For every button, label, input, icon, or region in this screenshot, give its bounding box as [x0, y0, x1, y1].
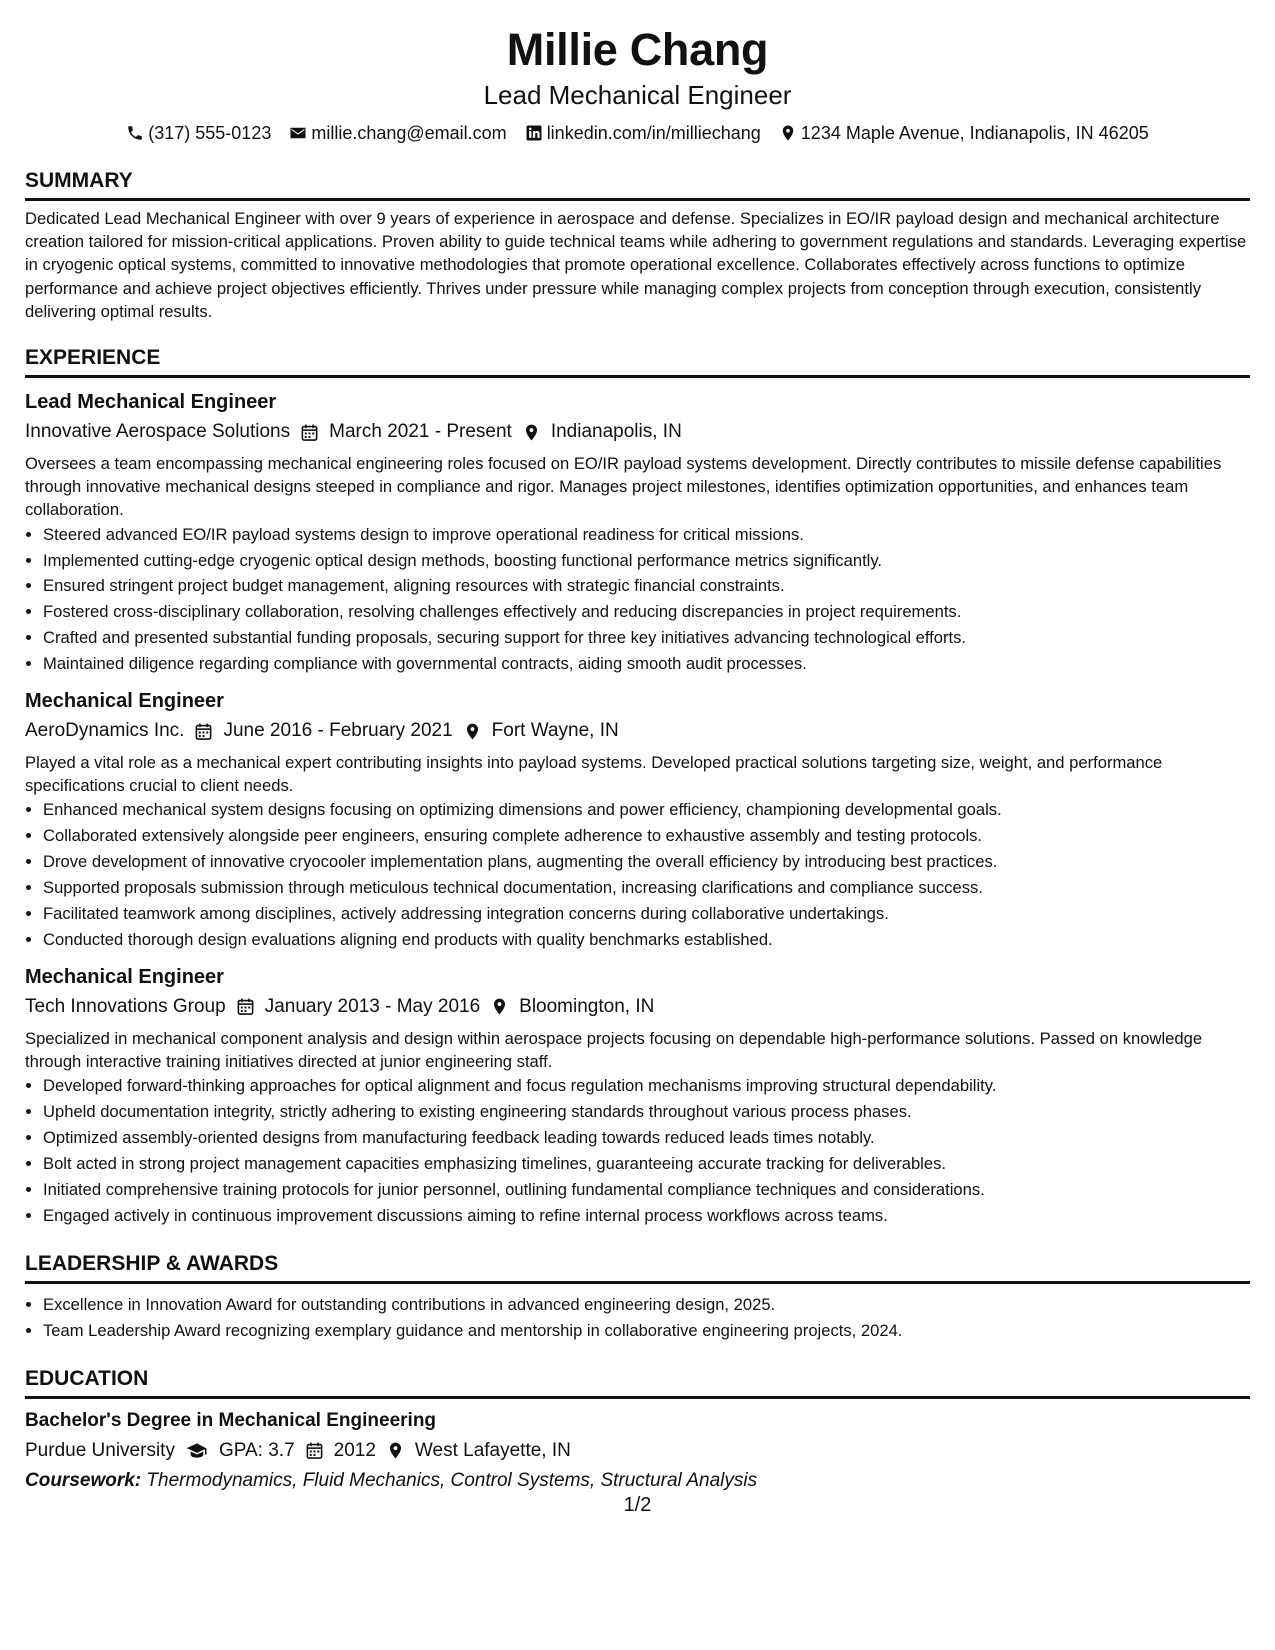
section-heading-experience: EXPERIENCE [25, 345, 1250, 378]
list-item: • Engaged actively in continuous improvement discussions aiming to refine internal process workflows across teams. [43, 1203, 1250, 1229]
email-link[interactable]: millie.chang@email.com [311, 123, 507, 143]
job-bullets [25, 797, 1250, 952]
location-icon [490, 997, 509, 1016]
summary-text: Dedicated Lead Mechanical Engineer with over 9 years of experience in aerospace and defense. Specializes in EO/IR payload design and mechanical architecture creation tailored for mission-critical applications. Proven ability to guide technical teams while adhering to government regulations and standards. Leveraging expertise in cryogenic optical systems, committed to innovative methodologies that promote operational excellence. Collaborates effectively across functions to optimize performance and achieve project objectives efficiently. Thrives under pressure while managing complex projects from conception through execution, consistently delivering optimal results. [25, 209, 1247, 321]
list-item: • Crafted and presented substantial funding proposals, securing support for three key initiatives advancing technological efforts. [43, 625, 1250, 651]
experience-section [25, 345, 1250, 1229]
education-section [25, 1366, 1250, 1495]
contact-phone [126, 120, 271, 146]
job-dates: January 2013 - May 2016 [264, 995, 481, 1017]
list-item: • Conducted thorough design evaluations aligning end products with quality benchmarks established. [43, 927, 1250, 953]
leadership-section [25, 1251, 1250, 1344]
resume-header [25, 22, 1250, 146]
list-item: • Team Leadership Award recognizing exemplary guidance and mentorship in collaborative engineering projects, 2024. [43, 1318, 1250, 1344]
section-heading-education: EDUCATION [25, 1366, 1250, 1399]
location-icon [522, 423, 541, 442]
gpa-text: GPA: 3.7 [218, 1439, 295, 1461]
job-entry [25, 963, 1250, 1229]
list-item: • Drove development of innovative cryocooler implementation plans, augmenting the overall efficiency by introducing best practices. [43, 849, 1250, 875]
candidate-name: Millie Chang [506, 24, 769, 75]
job-entry [25, 687, 1250, 953]
contact-bar [25, 120, 1250, 146]
job-dates: March 2021 - Present [329, 421, 512, 443]
calendar-icon [300, 423, 319, 442]
job-meta [25, 993, 1250, 1021]
coursework-label: Coursework: [25, 1469, 142, 1491]
degree-title: Bachelor's Degree in Mechanical Engineering [25, 1409, 437, 1431]
list-item: • Enhanced mechanical system designs focusing on optimizing dimensions and power efficiency, championing developmental goals. [43, 797, 1250, 823]
list-item: • Upheld documentation integrity, strictly adhering to existing engineering standards throughout various process phases. [43, 1099, 1250, 1125]
list-item: • Implemented cutting-edge cryogenic optical design methods, boosting functional performance metrics significantly. [43, 548, 1250, 574]
address-text: 1234 Maple Avenue, Indianapolis, IN 46205 [800, 123, 1149, 143]
graduation-cap-icon [185, 1441, 209, 1460]
phone-text[interactable]: (317) 555-0123 [148, 123, 272, 143]
job-bullets [25, 1073, 1250, 1228]
list-item: • Excellence in Innovation Award for outstanding contributions in advanced engineering design, 2025. [43, 1292, 1250, 1318]
job-meta [25, 418, 1250, 446]
school-name: Purdue University [25, 1439, 175, 1461]
location-icon [386, 1441, 405, 1460]
list-item: • Bolt acted in strong project management capacities emphasizing timelines, guaranteeing accurate tracking for deliverables. [43, 1151, 1250, 1177]
location-icon [463, 722, 482, 741]
list-item: • Maintained diligence regarding compliance with governmental contracts, aiding smooth audit processes. [43, 651, 1250, 677]
coursework-line [25, 1467, 1250, 1495]
list-item: • Steered advanced EO/IR payload systems design to improve operational readiness for critical missions. [43, 522, 1250, 548]
job-location: Bloomington, IN [519, 995, 655, 1017]
job-location: Fort Wayne, IN [491, 720, 619, 742]
awards-list [25, 1292, 1250, 1344]
education-meta [25, 1437, 1250, 1465]
company-name: Innovative Aerospace Solutions [25, 421, 291, 443]
contact-linkedin [525, 120, 761, 146]
email-icon [289, 124, 307, 142]
list-item: • Facilitated teamwork among disciplines, actively addressing integration concerns during collaborative undertakings. [43, 901, 1250, 927]
section-heading-leadership: LEADERSHIP & AWARDS [25, 1251, 1250, 1284]
calendar-icon [236, 997, 255, 1016]
job-description: Played a vital role as a mechanical expert contributing insights into payload systems. Developed practical solutions targeting size, weight, and performance specifications crucial to client needs. [25, 753, 1163, 796]
school-location: West Lafayette, IN [414, 1439, 571, 1461]
coursework-list: Thermodynamics, Fluid Mechanics, Control Systems, Structural Analysis [146, 1469, 758, 1491]
list-item: • Collaborated extensively alongside peer engineers, ensuring complete adherence to exhaustive assembly and testing protocols. [43, 823, 1250, 849]
company-name: AeroDynamics Inc. [25, 720, 185, 742]
graduation-year: 2012 [333, 1439, 376, 1461]
list-item: • Optimized assembly-oriented designs from manufacturing feedback leading towards reduced leads times notably. [43, 1125, 1250, 1151]
job-bullets [25, 522, 1250, 677]
linkedin-link[interactable]: linkedin.com/in/milliechang [546, 123, 761, 143]
linkedin-icon [525, 124, 543, 142]
job-meta [25, 717, 1250, 745]
list-item: • Ensured stringent project budget management, aligning resources with strategic financial constraints. [43, 573, 1250, 599]
job-dates: June 2016 - February 2021 [223, 720, 453, 742]
job-location: Indianapolis, IN [550, 421, 682, 443]
list-item: • Fostered cross-disciplinary collaboration, resolving challenges effectively and reducing discrepancies in project requirements. [43, 599, 1250, 625]
contact-email [289, 120, 506, 146]
job-title: Mechanical Engineer [25, 965, 224, 988]
job-description: Oversees a team encompassing mechanical engineering roles focused on EO/IR payload systems development. Directly contributes to missile defense capabilities through innovative mechanical designs steeped in compliance and rigor. Manages project milestones, identifies optimization opportunities, and enhances team collaboration. [25, 454, 1222, 520]
list-item: • Initiated comprehensive training protocols for junior personnel, outlining fundamental compliance techniques and considerations. [43, 1177, 1250, 1203]
job-entry [25, 388, 1250, 677]
summary-section [25, 168, 1250, 323]
section-heading-summary: SUMMARY [25, 168, 1250, 201]
candidate-title: Lead Mechanical Engineer [483, 80, 792, 110]
calendar-icon [194, 722, 213, 741]
job-description: Specialized in mechanical component analysis and design within aerospace projects focusing on dependable high-performance solutions. Passed on knowledge through interactive training initiatives directed at junior engineering staff. [25, 1028, 1203, 1072]
location-icon [779, 124, 797, 142]
job-title: Lead Mechanical Engineer [25, 391, 277, 414]
job-title: Mechanical Engineer [25, 690, 224, 713]
calendar-icon [305, 1441, 324, 1460]
company-name: Tech Innovations Group [25, 995, 226, 1017]
page-number: 1/2 [623, 1494, 652, 1516]
list-item: • Supported proposals submission through meticulous technical documentation, increasing clarifications and compliance success. [43, 875, 1250, 901]
contact-address [779, 120, 1149, 146]
phone-icon [126, 124, 144, 142]
list-item: • Developed forward-thinking approaches for optical alignment and focus regulation mechanisms improving structural dependability. [43, 1073, 1250, 1099]
